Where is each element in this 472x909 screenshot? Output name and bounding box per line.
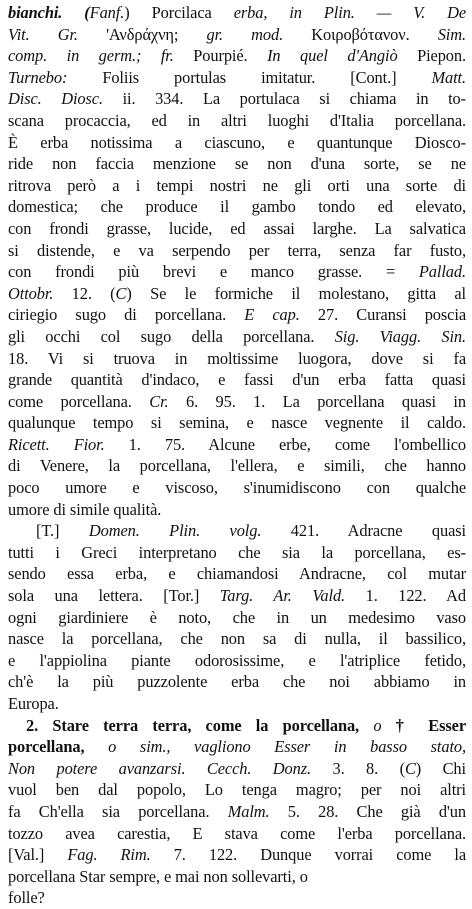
text-segment: domestica; che produce il gambo tondo ed elevato, (8, 197, 466, 217)
text-segment: ride non faccia menzione se non d'una sorte, se ne (8, 154, 466, 174)
text-segment: 27. Curansi poscia (317, 305, 466, 325)
text-segment: erba, in Plin. — V. De (233, 3, 466, 22)
text-line (8, 671, 466, 693)
text-line (8, 758, 466, 780)
text-line (8, 650, 466, 672)
text-line (8, 693, 466, 715)
text-line (8, 110, 466, 132)
text-line (8, 736, 466, 758)
text-segment: 7. 122. Dunque vorrai come la (173, 845, 466, 865)
text-line (8, 520, 466, 542)
text-segment: gr. mod. (206, 24, 312, 44)
text-segment: fa Ch'ella sia porcellana. (8, 801, 228, 821)
text-line (8, 175, 466, 197)
text-segment: umore di simile qualità. (8, 499, 162, 519)
text-line (8, 823, 466, 845)
text-segment: scana procaccia, ed in altri luoghi d'Italia porcellana. (8, 110, 466, 130)
text-line (8, 477, 466, 499)
text-segment: 5. 28. Che già d'un (287, 801, 466, 821)
text-segment: Sim. (437, 24, 466, 44)
text-segment: ch'è la più puzzolente erba che noi abbiamo in (8, 672, 466, 692)
text-segment: comp. in germ.; fr. (8, 46, 194, 66)
text-segment: 'Ανδράχνη; (106, 24, 207, 44)
text-segment: Europa. (8, 694, 59, 713)
text-line (8, 607, 466, 629)
text-segment: Ottobr. (8, 283, 72, 303)
text-line (8, 628, 466, 650)
text-segment: 421. Adracne quasi (290, 521, 466, 541)
text-segment: qualunque tempo si semina, e nasce vegnente il caldo. (8, 413, 466, 433)
text-line (8, 434, 466, 456)
text-line (8, 412, 466, 434)
text-segment: 18. Vi si truova in moltissime luogora, dove si fa (8, 348, 466, 368)
text-segment: gli occhi col sugo della porcellana. (8, 326, 335, 346)
text-line (8, 779, 466, 801)
text-line (8, 499, 466, 521)
text-line (8, 887, 466, 909)
text-line (8, 261, 466, 283)
text-line (8, 369, 466, 391)
text-segment: Cr. (149, 391, 186, 411)
text-segment: Κοιροβότανον. (311, 24, 438, 44)
text-segment: di Venere, la porcellana, l'ellera, e simili, che hanno (8, 456, 466, 476)
text-line (8, 348, 466, 370)
text-segment: Turnebo: (8, 67, 103, 87)
text-line (8, 585, 466, 607)
text-line (8, 153, 466, 175)
text-segment: Fag. Rim. (67, 845, 174, 865)
text-segment: ) Porcilaca (124, 3, 234, 22)
dictionary-entry-text (8, 2, 466, 909)
text-segment: 6. 95. 1. La porcellana quasi in (185, 391, 466, 411)
text-line (8, 67, 466, 89)
text-segment: [Val.] (8, 845, 68, 865)
text-segment: Malm. (227, 801, 288, 821)
text-segment: Disc. Diosc. (8, 89, 123, 109)
text-segment: tozzo avea carestia, E stava come l'erba porcellana. (8, 823, 466, 843)
text-segment: Pallad. (418, 262, 466, 282)
text-segment: o (373, 715, 396, 735)
text-segment: Foliis portulas imitatur. [Cont.] (102, 67, 432, 87)
text-segment: come porcellana. (8, 391, 150, 411)
text-segment: si distende, e va serpendo per terra, senza far fusto, (8, 240, 466, 260)
text-line (8, 844, 466, 866)
text-line (8, 24, 466, 46)
text-segment: Vit. Gr. (8, 24, 107, 44)
text-line (8, 542, 466, 564)
text-segment: tutti i Greci interpretano che sia la porcellana, es- (8, 542, 466, 562)
text-segment: 12. ( (71, 283, 116, 303)
text-segment: Fanf. (89, 3, 125, 22)
text-line (8, 45, 466, 67)
text-segment: Targ. Ar. Vald. (219, 586, 366, 606)
text-segment: ) Se le formiche il molestano, gitta al (126, 283, 466, 303)
text-line (8, 132, 466, 154)
text-line (8, 455, 466, 477)
text-segment: 1. 122. Ad (365, 586, 466, 606)
text-segment: ) Chi (415, 758, 466, 778)
text-line (8, 218, 466, 240)
text-segment: Non potere avanzarsi. Cecch. Donz. (8, 758, 333, 778)
text-line (8, 196, 466, 218)
text-segment: E cap. (244, 305, 318, 325)
text-segment: sendo essa erba, e chiamandosi Andracne, col mutar (8, 564, 466, 584)
text-segment: Sig. Viagg. Sin. (334, 326, 466, 346)
text-line (8, 391, 466, 413)
text-segment: o sim., vagliono Esser in basso stato, (108, 737, 466, 757)
text-segment: vuol ben dal popolo, Lo tenga magro; per noi altri (8, 780, 466, 800)
text-segment: Pourpié. (193, 46, 268, 66)
text-line (8, 240, 466, 262)
text-segment: Matt. (431, 67, 466, 87)
text-line (8, 563, 466, 585)
text-segment: bianchi. ( (8, 3, 90, 22)
text-segment: 2. Stare terra terra, come la porcellana, (26, 715, 374, 735)
text-segment: sola una lettera. [Tor.] (8, 586, 220, 606)
text-segment: grande quantità d'indaco, e fassi d'un erba fatta quasi (8, 370, 466, 390)
text-segment: 3. 8. ( (332, 758, 405, 778)
text-segment: † Esser (395, 715, 466, 735)
text-segment: poco umore e viscoso, s'inumidiscono con qualche (8, 478, 466, 498)
text-segment: Ricett. Fior. (8, 434, 129, 454)
text-line (8, 801, 466, 823)
text-segment: 1. 75. Alcune erbe, come l'ombellico (128, 434, 466, 454)
text-segment: È erba notissima a ciascuno, e quantunque Diosco- (8, 132, 466, 152)
text-segment: Piepon. (417, 46, 466, 66)
text-segment: ritrova però a i tempi nostri ne gli orti una sorte di (8, 175, 466, 195)
text-segment: porcellana Star sempre, e mai non sollevarti, o (8, 866, 308, 886)
text-segment: In quel d'Angiò (267, 46, 418, 66)
text-segment: C (115, 283, 127, 303)
text-line (8, 715, 466, 737)
text-segment: ii. 334. La portulaca si chiama in to- (122, 89, 466, 109)
text-segment: e l'appiolina piante odorosissime, e l'atriplice fetido, (8, 650, 466, 670)
text-segment: folle? (8, 888, 45, 908)
text-line (8, 304, 466, 326)
text-line (8, 283, 466, 305)
text-line (8, 88, 466, 110)
text-segment: Domen. Plin. volg. (88, 521, 291, 541)
text-line (8, 2, 466, 24)
text-segment: con frondi più brevi e manco grasse. = (8, 262, 419, 282)
text-segment: C (404, 758, 416, 778)
text-segment: [T.] (36, 521, 89, 541)
text-segment: nasce la porcellana, che non sa di nulla, il bassilico, (8, 629, 466, 649)
text-segment: ogni giardiniere è noto, che in un medesimo vaso (8, 607, 466, 627)
text-segment: ciriegio sugo di porcellana. (8, 305, 245, 325)
text-line (8, 326, 466, 348)
text-segment: porcellana, (8, 737, 109, 757)
text-line (8, 866, 466, 888)
text-segment: con frondi grasse, lucide, ed assai larghe. La salvatica (8, 218, 466, 238)
